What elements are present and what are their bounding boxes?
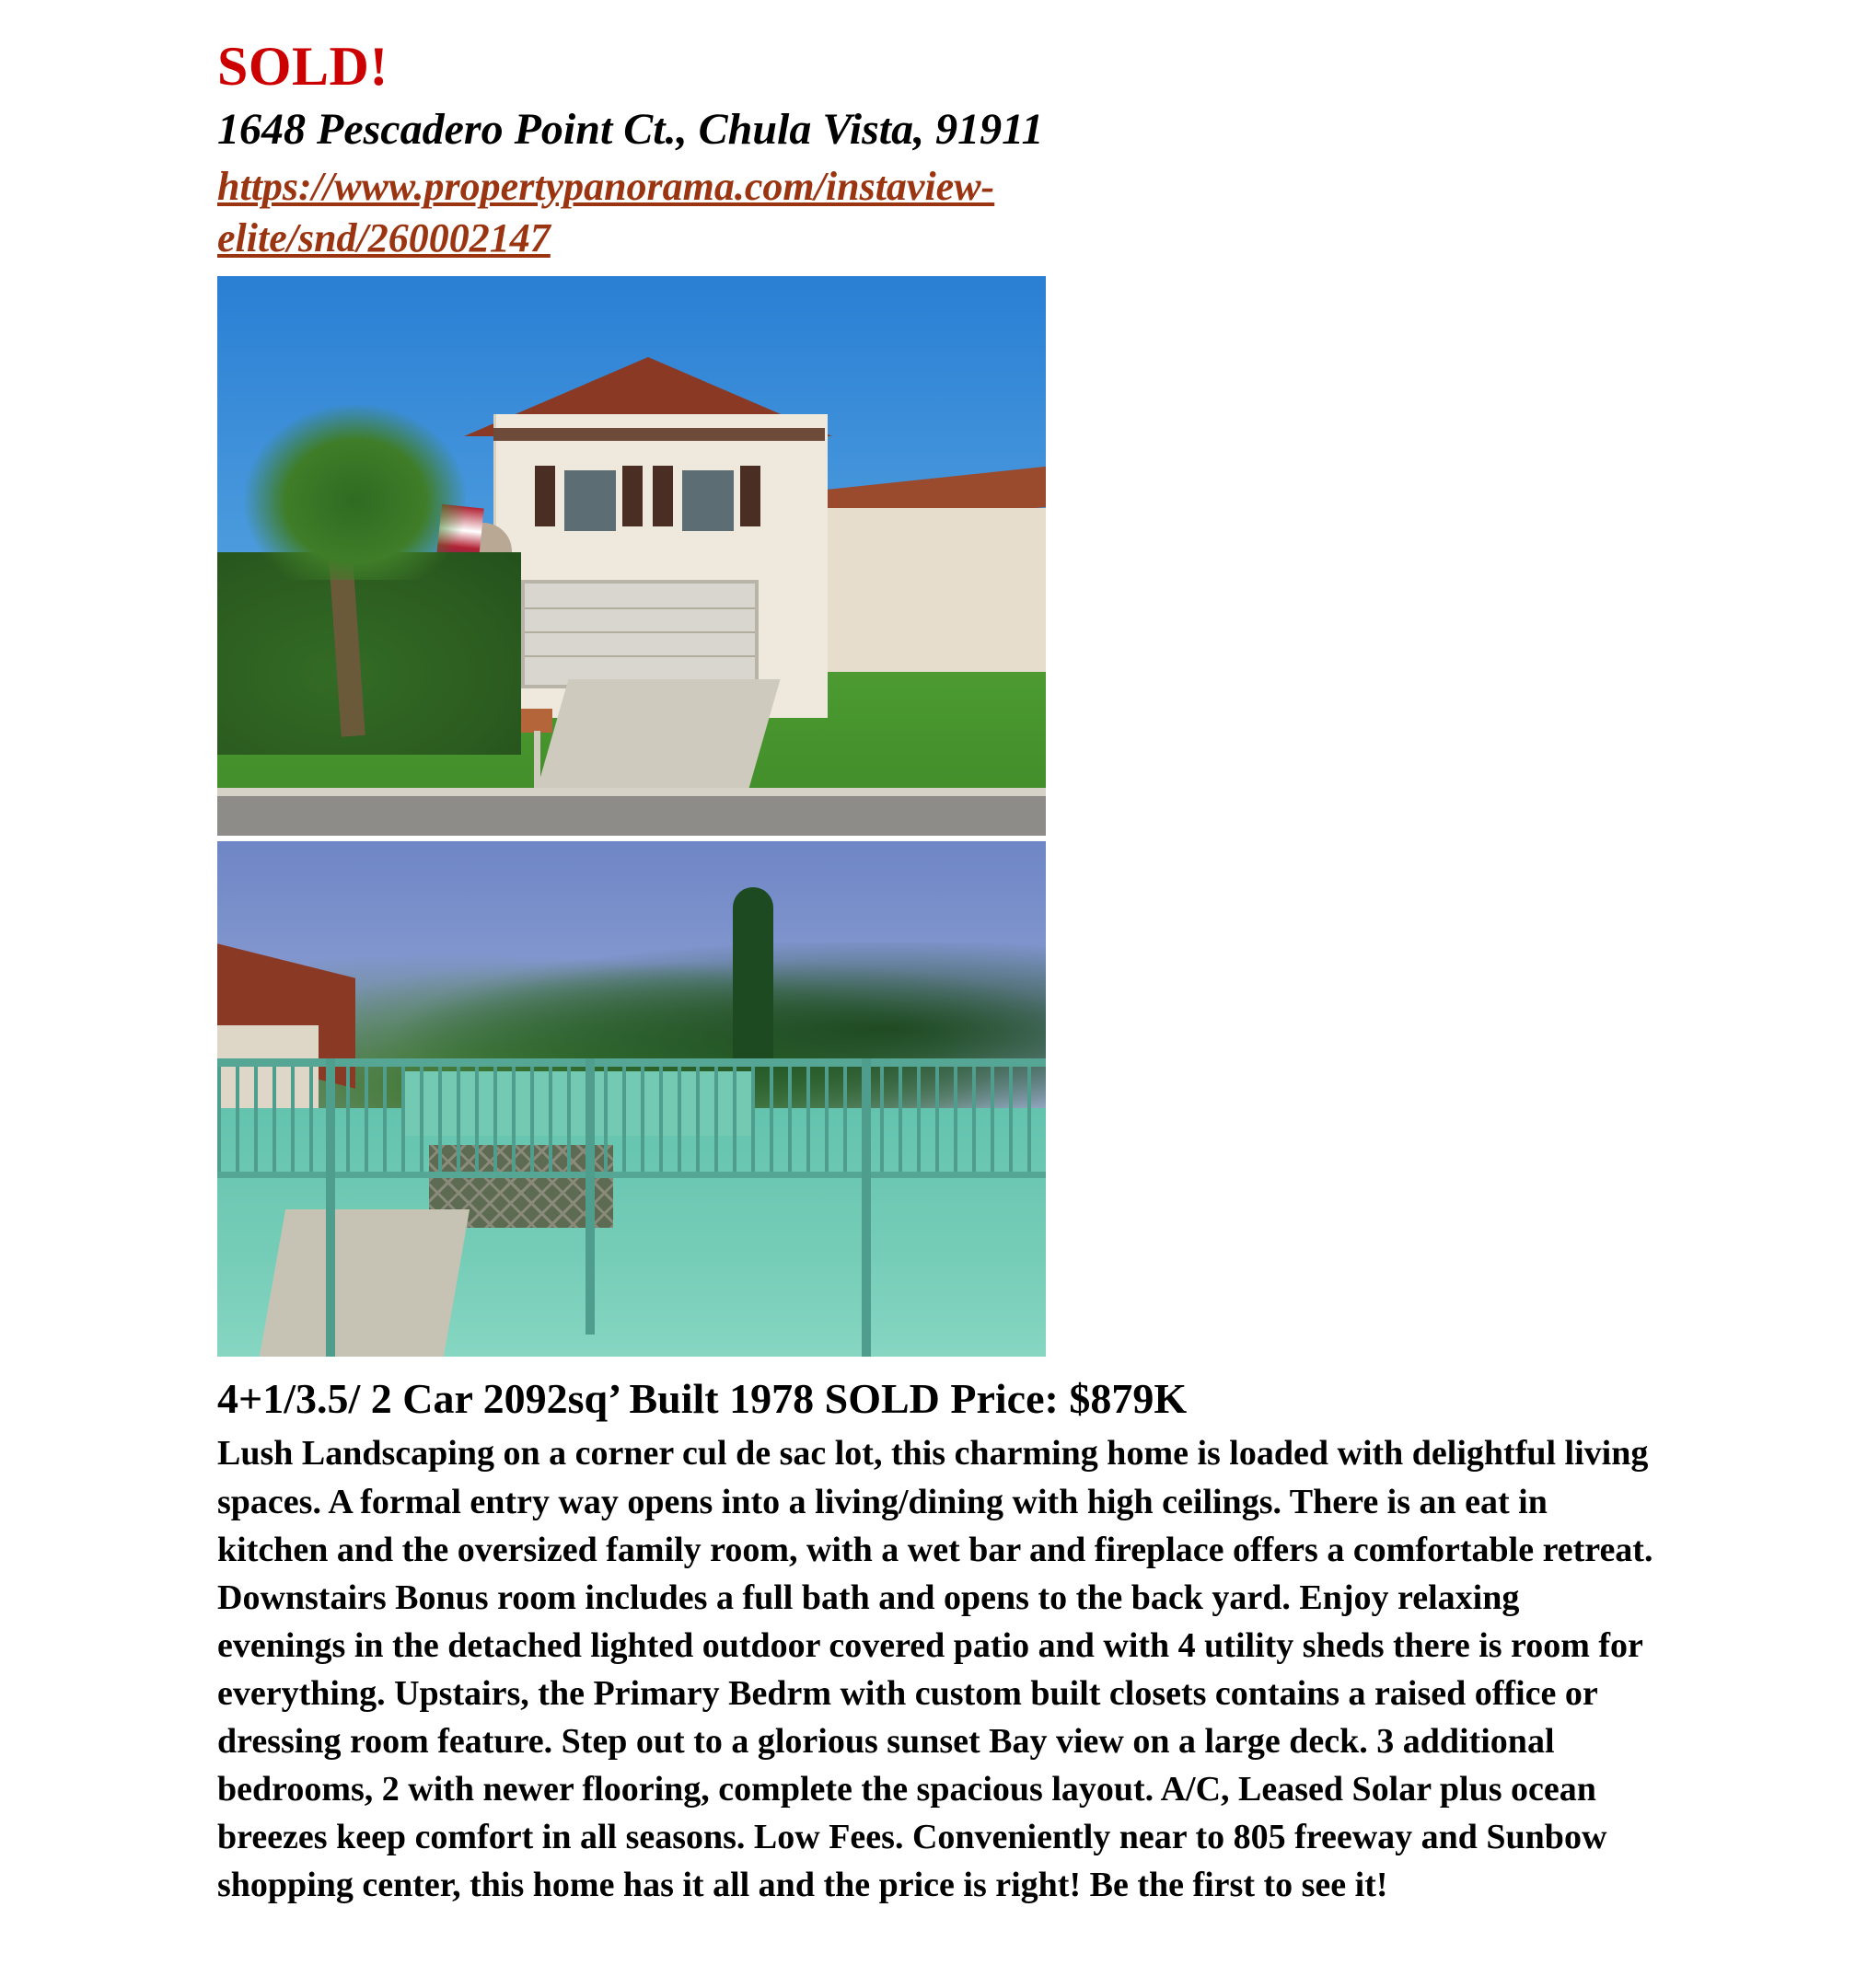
- garage-panel-line-1: [525, 607, 755, 609]
- mailbox: [521, 709, 552, 733]
- deck-bay-view-photo: [217, 841, 1046, 1357]
- status-badge: SOLD!: [217, 36, 388, 97]
- upper-window-left: [560, 466, 620, 536]
- shutter-left-b: [622, 466, 643, 526]
- street: [217, 796, 1046, 836]
- exterior-front-photo: [217, 276, 1046, 836]
- railing-post-center: [586, 1058, 595, 1335]
- page-title: 1648 Pescadero Point Ct., Chula Vista, 91911: [217, 104, 1044, 154]
- shutter-left-a: [535, 466, 555, 526]
- cypress-tree: [733, 887, 773, 1062]
- property-description: Lush Landscaping on a corner cul de sac lot, this charming home is loaded with delightful living spaces. A formal entry way opens into a living/dining with high ceilings. There is an eat in kitchen and the oversized family room, with a wet bar and fireplace offers a comfortable retreat. Downstairs Bonus room includes a full bath and opens to the back yard. Enjoy relaxing evenings in the detached lighted outdoor covered patio and with 4 utility sheds there is room for everything. Upstairs, the Primary Bedrm with custom built closets contains a raised office or dressing room feature. Step out to a glorious sunset Bay view on a large deck. 3 additional bedrooms, 2 with newer flooring, complete the spacious layout. A/C, Leased Solar plus ocean breezes keep comfort in all seasons. Low Fees. Conveniently near to 805 freeway and Sunbow shopping center, this home has it all and the price is right! Be the first to see it!: [217, 1434, 1653, 1904]
- upper-window-right: [678, 466, 738, 536]
- shutter-right-a: [653, 466, 673, 526]
- garage-door: [521, 580, 759, 688]
- railing-post-right: [862, 1058, 871, 1357]
- property-specs: 4+1/3.5/ 2 Car 2092sq’ Built 1978 SOLD Price: $879K: [217, 1375, 1188, 1423]
- garage-panel-line-3: [525, 655, 755, 657]
- railing-post-left: [326, 1058, 335, 1357]
- deck-railing: [217, 1058, 1046, 1178]
- shutter-right-b: [740, 466, 760, 526]
- roof-eave: [493, 428, 825, 441]
- concrete-slab: [260, 1209, 470, 1357]
- mailbox-post: [534, 731, 540, 788]
- garage-panel-line-2: [525, 631, 755, 633]
- listing-url-link[interactable]: https://www.propertypanorama.com/instaview-elite/snd/260002147: [217, 164, 995, 260]
- front-shrubs: [217, 552, 521, 755]
- neighbor-house: [825, 508, 1046, 674]
- palm-fronds: [245, 405, 466, 580]
